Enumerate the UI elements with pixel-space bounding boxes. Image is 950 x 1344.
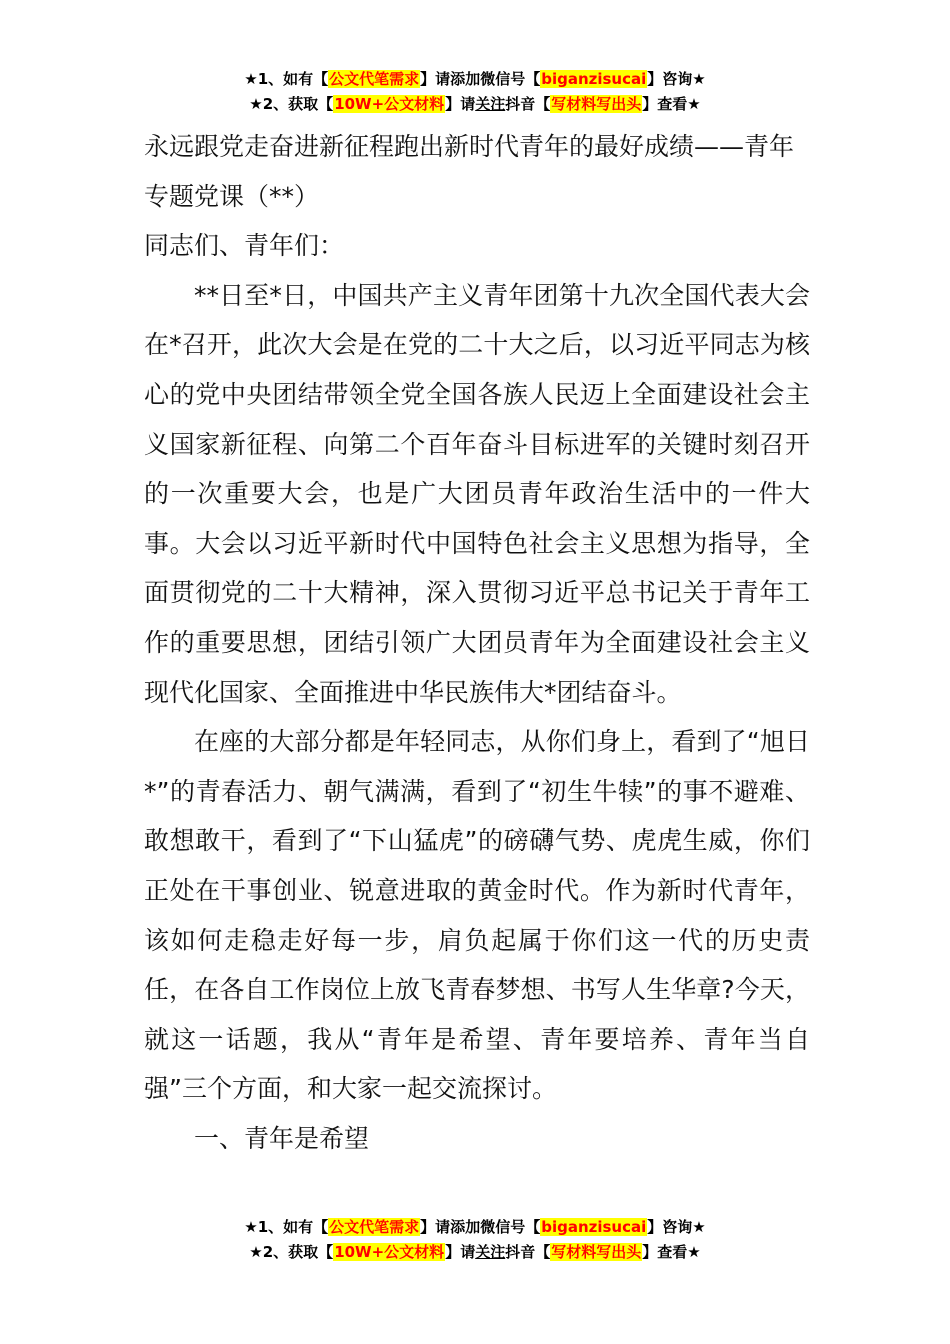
banner-text: ★2、获取【 xyxy=(249,1243,334,1261)
banner-emphasis: 加 xyxy=(465,1218,481,1236)
banner-highlight: 10W+公文材料 xyxy=(334,95,445,113)
banner-highlight: 写材料写出头 xyxy=(551,95,642,113)
banner-text: 抖音【 xyxy=(505,1243,551,1261)
document-title: 永远跟党走奋进新征程跑出新时代青年的最好成绩——青年专题党课（**） xyxy=(144,132,795,211)
banner-text: ★1、如有【 xyxy=(244,1218,329,1236)
banner-highlight: 公文代笔需求 xyxy=(329,1218,420,1236)
top-banner xyxy=(0,67,950,117)
paragraph-2: 在座的大部分都是年轻同志，从你们身上，看到了“旭日*”的青春活力、朝气满满，看到了“初生牛犊”的事不避难、敢想敢干，看到了“下山猛虎”的磅礴气势、虎虎生威，你们正处在干事创业、锐意进取的黄金时代。作为新时代青年，该如何走稳走好每一步，肩负起属于你们这一代的历史责任，在各自工作岗位上放飞青春梦想、书写人生华章?今天，就这一话题，我从“青年是希望、青年要培养、青年当自强”三个方面，和大家一起交流探讨。 xyxy=(144,727,810,1104)
banner-text: ★1、如有【 xyxy=(244,70,329,88)
banner-highlight: 公文代笔需求 xyxy=(329,70,420,88)
banner-text: 】请添 xyxy=(420,70,466,88)
banner-line-1 xyxy=(0,1215,950,1240)
salutation: 同志们、青年们： xyxy=(144,231,345,261)
banner-highlight: biganzisucai xyxy=(541,1218,647,1236)
banner-highlight: 10W+公文材料 xyxy=(334,1243,445,1261)
document-body xyxy=(144,122,810,1163)
banner-highlight: 写材料写出头 xyxy=(551,1243,642,1261)
paragraph-1: **日至*日，中国共产主义青年团第十九次全国代表大会在*召开，此次大会是在党的二十大之后，以习近平同志为核心的党中央团结带领全党全国各族人民迈上全面建设社会主义国家新征程、向第二个百年奋斗目标进军的关键时刻召开的一次重要大会，也是广大团员青年政治生活中的一件大事。大会以习近平新时代中国特色社会主义思想为指导，全面贯彻党的二十大精神，深入贯彻习近平总书记关于青年工作的重要思想，团结引领广大团员青年为全面建设社会主义现代化国家、全面推进中华民族伟大*团结奋斗。 xyxy=(144,280,810,707)
section-heading: 一、青年是希望 xyxy=(194,1123,370,1153)
banner-highlight: biganzisucai xyxy=(541,70,647,88)
banner-text: 微信号【 xyxy=(480,70,541,88)
banner-line-2 xyxy=(0,1240,950,1265)
banner-text: 抖音【 xyxy=(505,95,551,113)
banner-text: 微信号【 xyxy=(480,1218,541,1236)
banner-emphasis: 关注 xyxy=(475,1243,506,1261)
banner-emphasis: 加 xyxy=(465,70,481,88)
banner-text: 】咨询★ xyxy=(647,70,706,88)
banner-line-2 xyxy=(0,92,950,117)
banner-text: ★2、获取【 xyxy=(249,95,334,113)
banner-line-1 xyxy=(0,67,950,92)
banner-text: 】查看★ xyxy=(642,95,701,113)
banner-text: 】咨询★ xyxy=(647,1218,706,1236)
banner-emphasis: 关注 xyxy=(475,95,506,113)
banner-text: 】请 xyxy=(445,1243,476,1261)
banner-text: 】查看★ xyxy=(642,1243,701,1261)
bottom-banner xyxy=(0,1215,950,1265)
banner-text: 】请添 xyxy=(420,1218,466,1236)
banner-text: 】请 xyxy=(445,95,476,113)
